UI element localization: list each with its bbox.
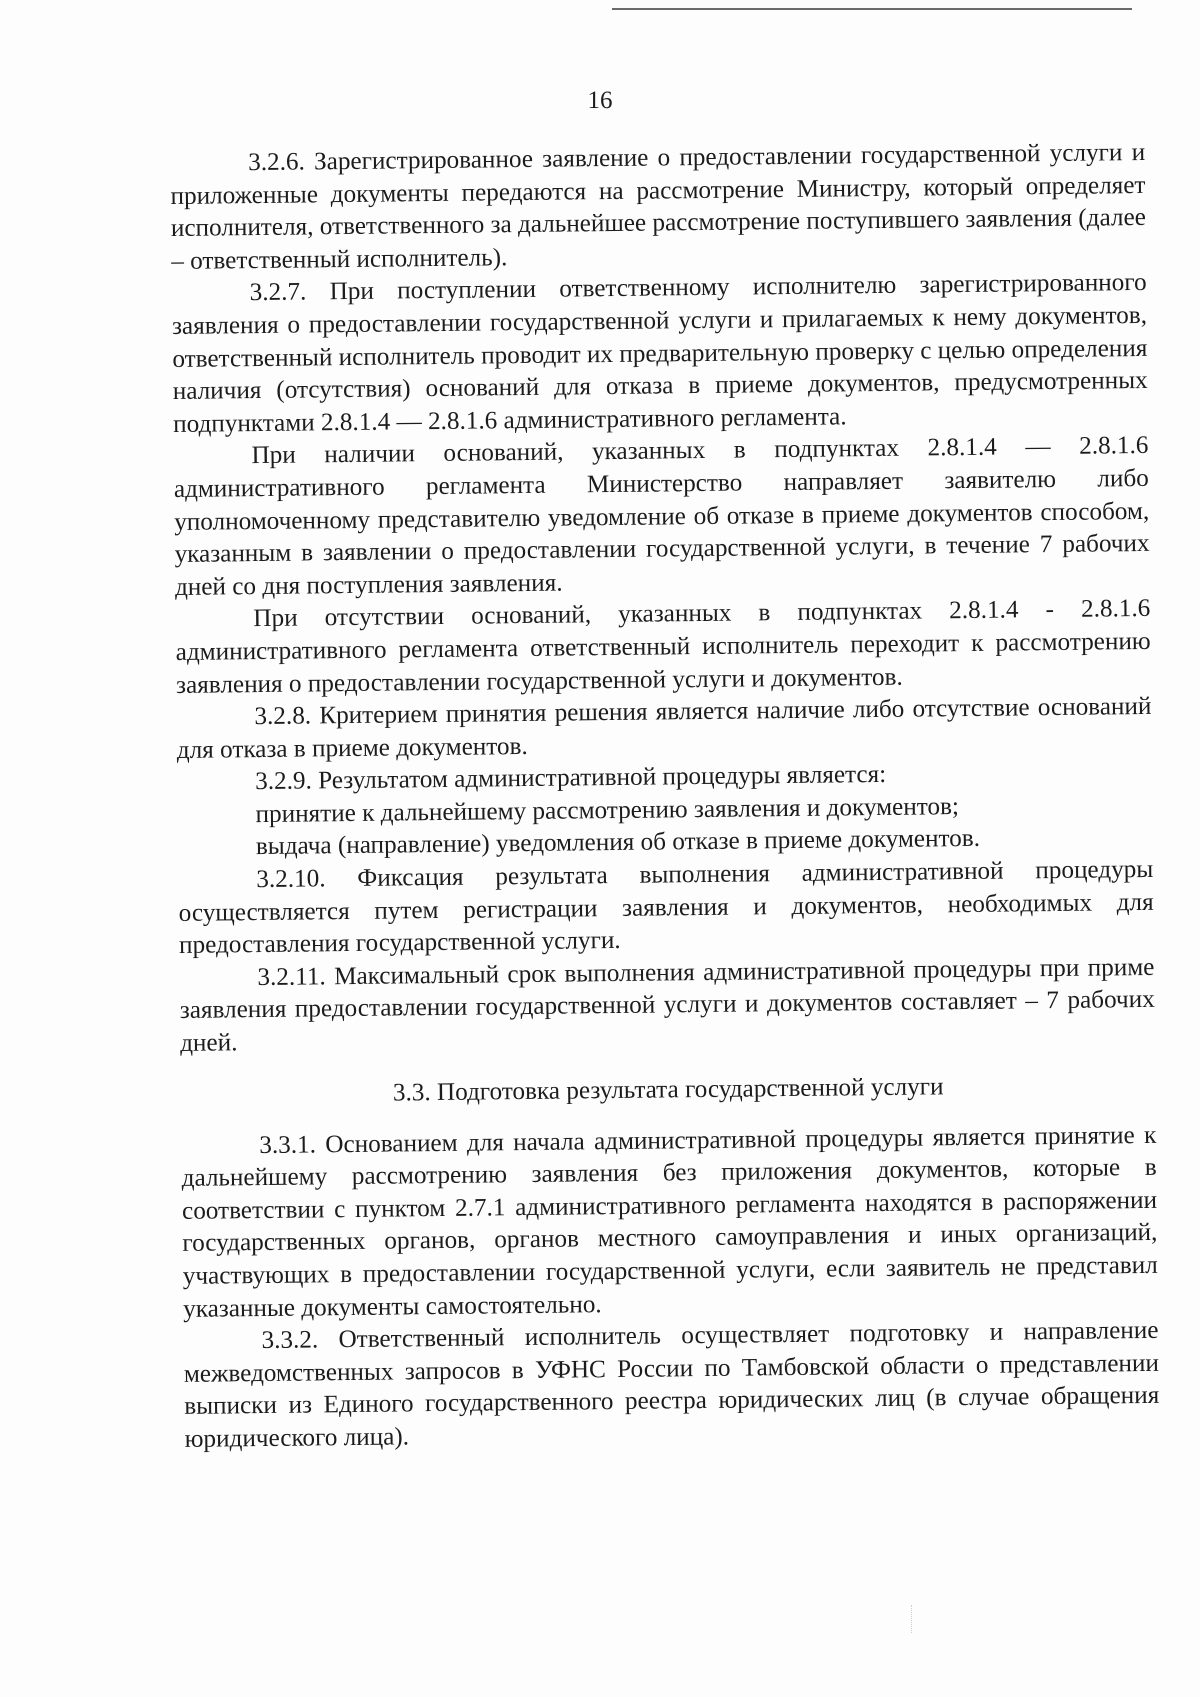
paragraph-3-2-6: 3.2.6. Зарегистрированное заявление о предоставлении государственной услуги и приложенные документы передаются на рассмотрение Министру, который определяет исполнителя, ответственного за дальнейшее рассмотрение поступившего заявления (далее – ответственный исполнитель). — [170, 138, 1147, 275]
section-heading: 3.3. Подготовка результата государственной услуги — [392, 1072, 944, 1107]
paragraph-grounds-present: При наличии оснований, указанных в подпунктах 2.8.1.4 — 2.8.1.6 административного регламента Министерство направляет заявителю либо уполномоченному представителю уведомление об отказе в приеме документов способом, указанным в заявлении о предоставлении государственной услуги, в течение 7 рабочих дней со дня поступления заявления. — [173, 432, 1150, 601]
document-body — [170, 137, 1160, 1457]
paragraph-3-2-9: 3.2.9. Результатом административной процедуры является: — [255, 761, 887, 796]
paragraph-3-2-8: 3.2.8. Критерием принятия решения является наличие либо отсутствие оснований для отказа в приеме документов. — [176, 692, 1152, 764]
paragraph-3-2-10: 3.2.10. Фиксация результата выполнения административной процедуры осуществляется путем регистрации заявления и документов, необходимых для предоставления государственной услуги. — [178, 855, 1154, 960]
top-border-line — [612, 8, 1132, 10]
paragraph-3-3-2: 3.3.2. Ответственный исполнитель осуществляет подготовку и направление межведомственных запросов в УФНС России по Тамбовской области о представлении выписки из Единого государственного реестра юридических лиц (в случае обращения юридического лица). — [183, 1317, 1160, 1453]
page-number: 16 — [587, 87, 613, 114]
paragraph-3-3-1: 3.3.1. Основанием для начала административной процедуры является принятие к дальнейшему рассмотрению заявления без приложения документов, которые в соответствии с пунктом 2.7.1 административного регламента находятся в распоряжении государственных органов, органов местного самоуправления и иных организаций, участвующих в предоставлении государственной услуги, если заявитель не представил указанные документы самостоятельно. — [181, 1121, 1158, 1323]
paragraph-3-2-11: 3.2.11. Максимальный срок выполнения административной процедуры при приме заявления предоставлении государственной услуги и документов составляет – 7 рабочих дней. — [179, 953, 1155, 1057]
result-item-acceptance: принятие к дальнейшему рассмотрению заявления и документов; — [255, 792, 960, 828]
paragraph-3-2-7: 3.2.7. При поступлении ответственному исполнителю зарегистрированного заявления о предоставлении государственной услуги и прилагаемых к нему документов, ответственный исполнитель проводит их предварительную проверку с целью определения наличия (отсутствия) оснований для отказа в приеме документов, предусмотренных подпунктами 2.8.1.4 — 2.8.1.6 административного регламента. — [171, 269, 1148, 438]
paragraph-grounds-absent: При отсутствии оснований, указанных в подпунктах 2.8.1.4 - 2.8.1.6 административного регламента ответственный исполнитель переходит к рассмотрению заявления о предоставлении государственной услуги и документов. — [175, 595, 1151, 699]
result-item-refusal: выдача (направление) уведомления об отказе в приеме документов. — [255, 825, 981, 861]
scan-speck-marks — [911, 1605, 914, 1633]
